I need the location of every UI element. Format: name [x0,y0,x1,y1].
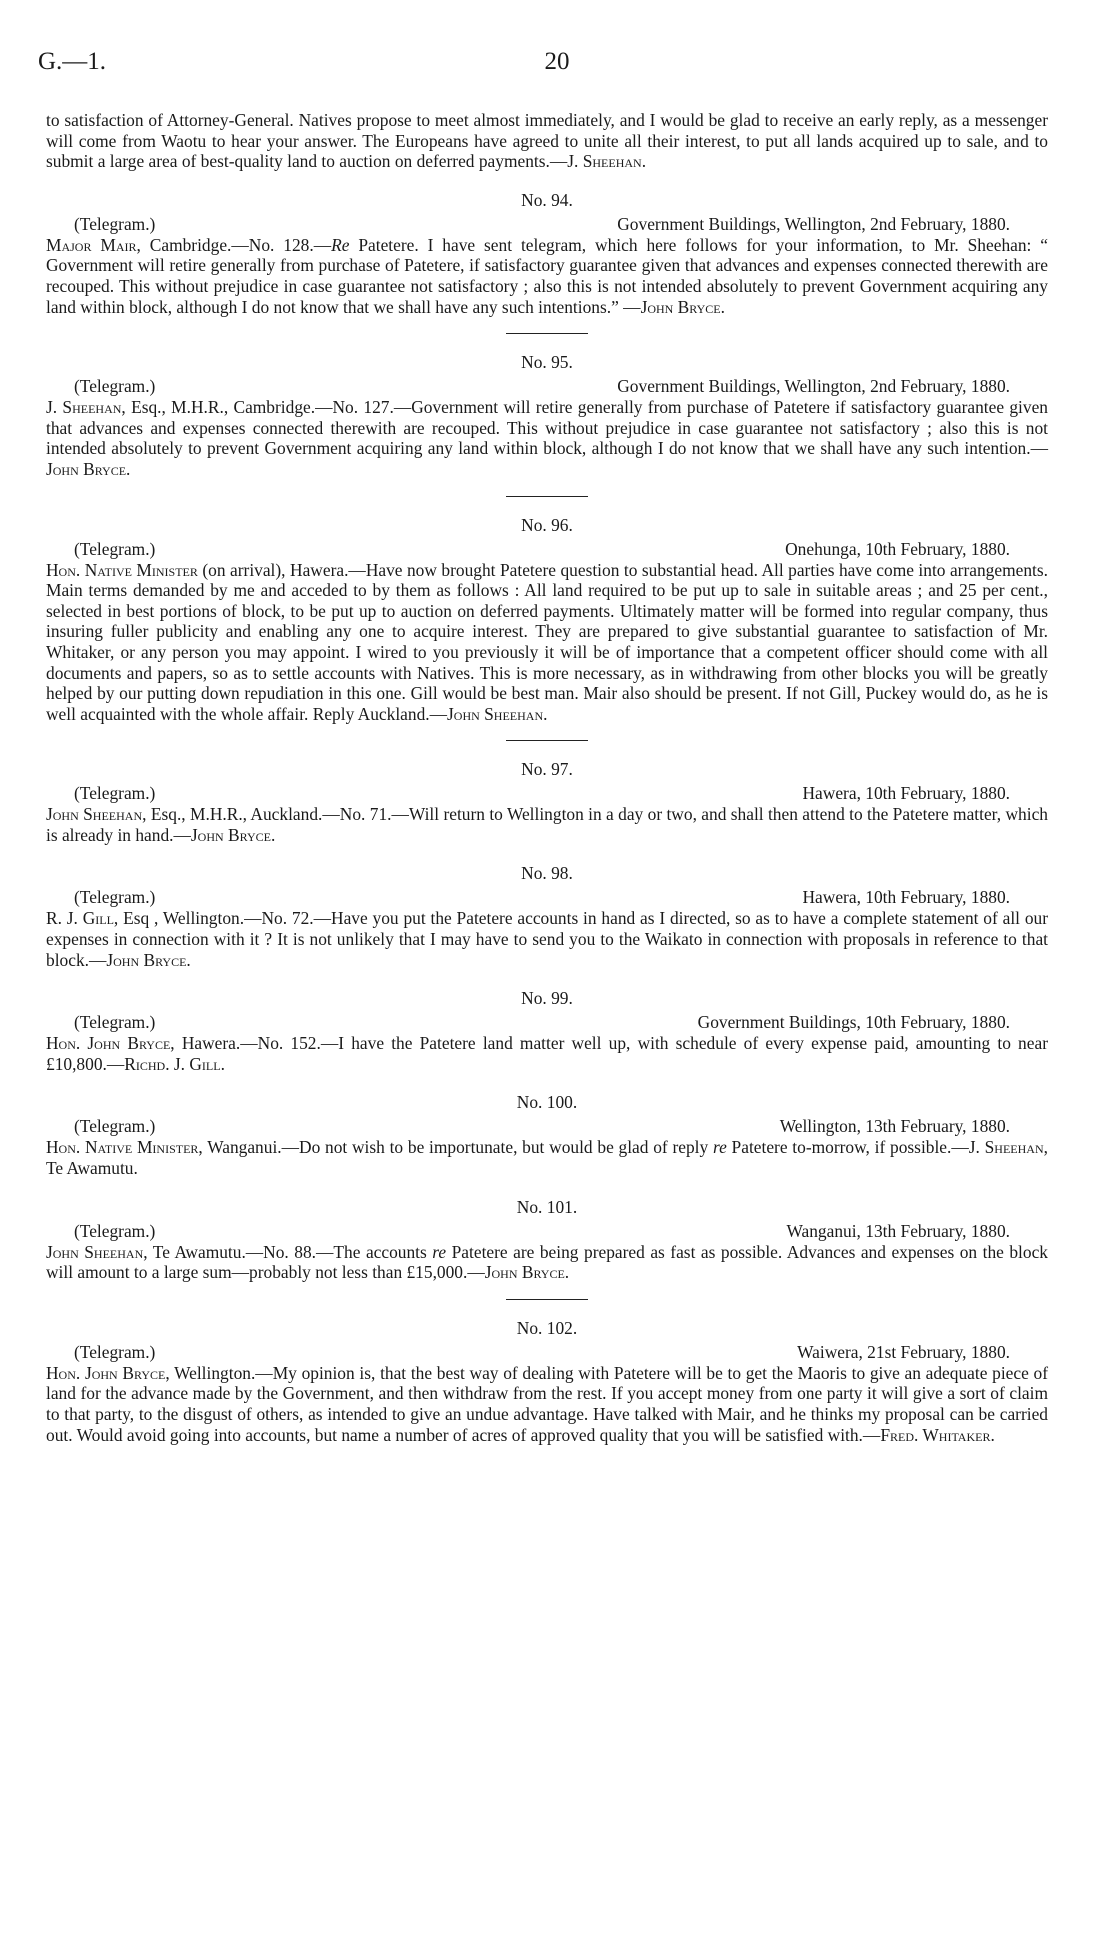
page-number: 20 [544,48,570,75]
place-date: Hawera, 10th February, 1880. [802,887,1010,908]
telegram-number: No. 95. [521,352,573,373]
telegram-99 [46,988,1048,1074]
telegram-body [46,1137,1048,1178]
signature: John Bryce. [190,824,276,845]
telegram-label: (Telegram.) [74,1116,156,1137]
telegram-label: (Telegram.) [74,887,156,908]
place-date: Government Buildings, Wellington, 2nd February, 1880. [617,376,1010,397]
telegram-number: No. 96. [521,514,573,535]
telegram-label: (Telegram.) [74,1220,156,1241]
signature-place: Te Awamutu. [46,1158,138,1179]
telegram-96 [46,515,1048,742]
addressee: J. Sheehan, [46,397,126,418]
telegram-header [46,782,1048,804]
telegram-102 [46,1318,1048,1445]
place-date: Wanganui, 13th February, 1880. [786,1220,1010,1241]
section-divider [506,740,588,741]
document-body [46,110,1048,1445]
page-reference: G.—1. [38,48,107,75]
place-date: Wellington, 13th February, 1880. [779,1116,1010,1137]
place-date: Government Buildings, Wellington, 2nd February, 1880. [617,213,1010,234]
signature: Richd. J. Gill. [124,1053,225,1074]
body-text: Esq., M.H.R., Cambridge.—No. 127.—Government will retire generally from purchase of Patetere if satisfactory guarantee given that advances and expenses connected therewith are recouped. This without prejudice in case guarantee not satisfactory ; also this is not intended absolutely to prevent Government acquiring any land within block, although I do not know that we shall have any such intention.— [46,397,1048,459]
telegram-number: No. 102. [516,1317,578,1338]
addressee: Hon. John Bryce, [46,1362,170,1383]
addressee: Hon. Native Minister [46,559,198,580]
body-text: Te Awamutu.—No. 88.—The accounts [147,1241,433,1262]
telegram-header [46,375,1048,397]
telegram-number: No. 97. [521,759,573,780]
telegram-body [46,1363,1048,1445]
telegram-number: No. 98. [521,863,573,884]
signature: John Bryce. [484,1262,570,1283]
telegram-label: (Telegram.) [74,213,156,234]
telegram-label: (Telegram.) [74,783,156,804]
signature: John Bryce. [46,458,131,479]
addressee: Hon. John Bryce, [46,1033,175,1054]
signature: John Sheehan. [447,703,548,724]
addressee: John Sheehan, [46,804,147,825]
section-divider [506,1299,588,1300]
continued-paragraph [46,110,1048,172]
telegram-body [46,1242,1048,1283]
body-text: Esq , Wellington.—No. 72.—Have you put the Patetere accounts in hand as I directed, so as to have a complete statement of all our expenses in connection with it ? It is not unlikely that I may have to send you to the Waikato in connection with proposals in reference to that block.— [46,908,1048,970]
page-header [38,48,1076,88]
telegram-header [46,1341,1048,1363]
telegram-100 [46,1092,1048,1178]
body-text: Hawera.—No. 152.—I have the Patetere land matter well up, with schedule of every expense paid, amounting to near £10,800.— [46,1033,1048,1074]
telegram-98 [46,863,1048,970]
place-date: Waiwera, 21st February, 1880. [797,1341,1010,1362]
telegram-header [46,886,1048,908]
re-word: Re [331,234,350,255]
re-word: re [432,1241,447,1262]
telegram-body [46,560,1048,725]
telegram-body [46,235,1048,317]
body-text: Patetere. I have sent telegram, which here follows for your information, to Mr. Sheehan: “ Government will retire generally from purchase of Patetere, if satisfactory guarantee given that advances and expenses connected therewith are recouped. This without prejudice in case guarantee not satisfactory ; also this is not intended absolutely to prevent Government acquiring any land within block, although I do not know that we shall have any such intentions.” — [46,234,1049,317]
place-date: Hawera, 10th February, 1880. [802,783,1010,804]
telegram-number: No. 101. [516,1196,578,1217]
body-text: Wellington.—My opinion is, that the best way of dealing with Patetere will be to get the Maoris to give an adequate piece of land for the advance made by the Government, and then withdraw from the rest. If you accept money from one party it will give a sort of claim to that party, to the disgust of others, as intended to give an undue advantage. Have talked with Mair, and he thinks my proposal can be carried out. Would avoid going into accounts, but name a number of acres of approved quality that you will be satisfied with.— [46,1362,1048,1445]
body-text: Esq., M.H.R., Auckland.—No. 71.—Will return to Wellington in a day or two, and shall then attend to the Patetere matter, which is already in hand.— [46,804,1048,845]
signature: J. Sheehan. [567,151,647,172]
body-text: (on arrival), Hawera.—Have now brought Patetere question to substantial head. All parties have come into arrangements. Main terms demanded by me and acceded to by them as follows : All land required to be put up to sale in suitable areas ; and 25 per cent., selected in best portions of block, to be put up to auction on deferred payments. Ultimately matter will be formed into regular company, thus insuring fuller publicity and enabling any one to acquire interest. They are prepared to give substantial guarantee to satisfaction of Mr. Whitaker, or any person you may appoint. I wired to you previously it will be of importance that a competent officer should come with all documents and papers, so as to settle accounts with Natives. This is more necessary, as in withdrawing from other blocks you will be greatly helped by our putting down repudiation in this one. Gill would be best man. Mair also should be present. If not Gill, Puckey would do, as he is well acquainted with the whole affair. Reply Auckland.— [46,559,1048,724]
telegram-header [46,538,1048,560]
paragraph-text: to satisfaction of Attorney-General. Natives propose to meet almost immediately, and I would be glad to receive an early reply, as a messenger will come from Waotu to hear your answer. The Europeans have agreed to unite all their interest, to put all lands acquired up to sale, and to submit a large area of best-quality land to auction on deferred payments.— [46,110,1048,172]
telegram-header [46,1220,1048,1242]
telegram-number: No. 100. [516,1092,578,1113]
re-word: re [712,1137,727,1158]
telegram-header [46,1115,1048,1137]
body-text: Wanganui.—Do not wish to be importunate, but would be glad of reply [202,1137,713,1158]
telegram-label: (Telegram.) [74,538,156,559]
telegram-label: (Telegram.) [74,376,156,397]
addressee: John Sheehan, [46,1241,148,1262]
telegram-101 [46,1197,1048,1300]
place-date: Government Buildings, 10th February, 1880. [697,1012,1010,1033]
telegram-body [46,397,1048,479]
signature: John Bryce. [106,949,191,970]
telegram-body [46,804,1048,845]
telegram-body [46,908,1048,970]
place-date: Onehunga, 10th February, 1880. [785,538,1010,559]
signature: Fred. Whitaker. [880,1424,995,1445]
addressee: Major Mair, [46,234,141,255]
body-text: Patetere are being prepared as fast as possible. Advances and expenses on the block will amount to a large sum—probably not less than £15,000.— [46,1241,1048,1283]
body-text: Cambridge.—No. 128.— [140,234,332,255]
telegram-label: (Telegram.) [74,1341,156,1362]
telegram-97 [46,759,1048,845]
section-divider [506,333,588,334]
telegram-header [46,1011,1048,1033]
telegram-header [46,213,1048,235]
signature: John Bryce. [640,296,725,317]
telegram-body [46,1033,1048,1074]
addressee: Hon. Native Minister, [46,1137,203,1158]
telegram-number: No. 94. [521,189,573,210]
section-divider [506,496,588,497]
telegram-label: (Telegram.) [74,1012,156,1033]
body-text: Patetere to-morrow, if possible.— [726,1137,969,1158]
telegram-95 [46,352,1048,496]
addressee: R. J. Gill, [46,908,119,929]
telegram-94 [46,190,1048,334]
telegram-number: No. 99. [521,988,573,1009]
signature: J. Sheehan, [968,1137,1048,1158]
